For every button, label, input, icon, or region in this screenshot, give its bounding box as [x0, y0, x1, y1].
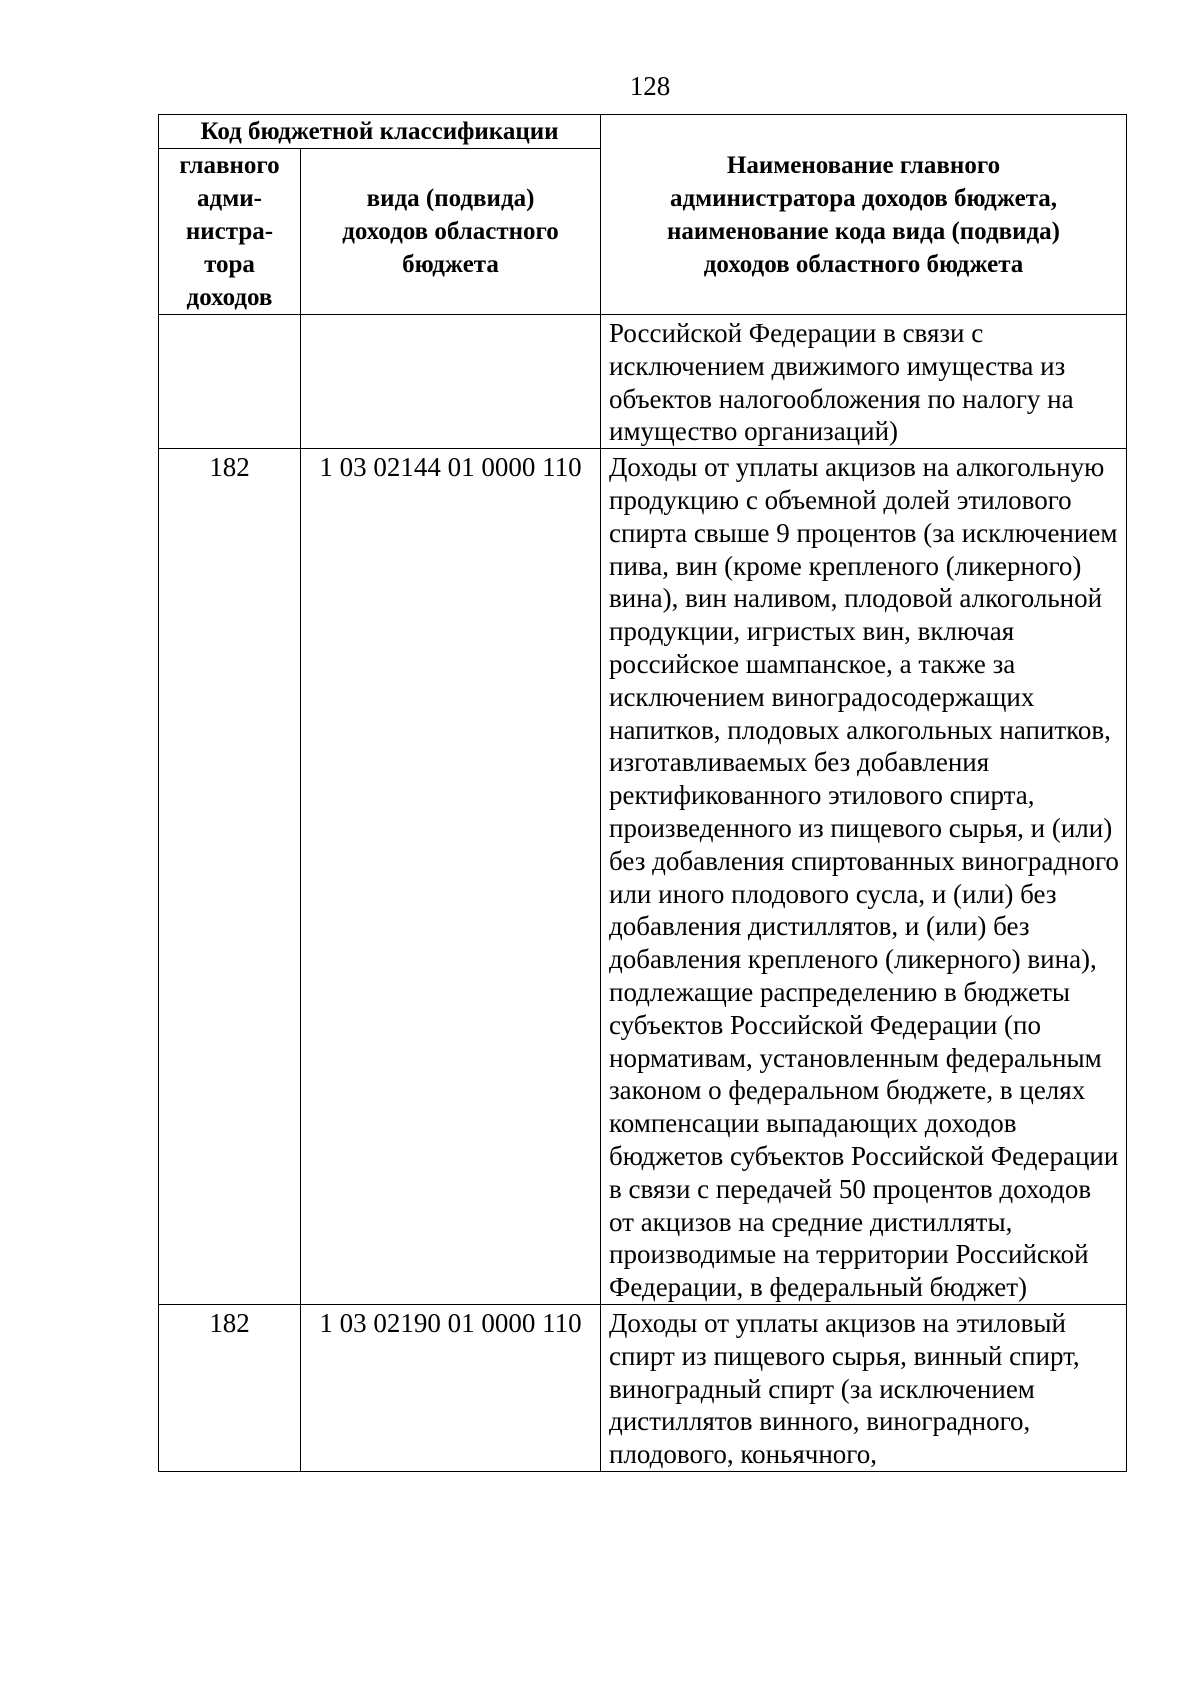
- description-cell: Доходы от уплаты акцизов на алкогольную продукцию с объемной долей этилового спирта свыше 9 процентов (за исключением пива, вин (кроме крепленого (ликерного) вина), вин наливом, плодовой алкогольной продукции, игристых вин, включая российское шампанское, а также за исключением виноградосодержащих напитков, плодовых алкогольных напитков, изготавливаемых без добавления ректификованного этилового спирта, произведенного из пищевого сырья, и (или) без добавления спиртованных виноградного или иного плодового сусла, и (или) без добавления дистиллятов, и (или) без добавления крепленого (ликерного) вина), подлежащие распределению в бюджеты субъектов Российской Федерации (по нормативам, установленным федеральным законом о федеральном бюджете, в целях компенсации выпадающих доходов бюджетов субъектов Российской Федерации в связи с передачей 50 процентов доходов от акцизов на средние дистилляты, производимые на территории Российской Федерации, в федеральный бюджет): [601, 449, 1127, 1305]
- admin-code-cell: 182: [159, 1304, 301, 1471]
- header-type-line: бюджета: [402, 251, 499, 278]
- table-row: [159, 315, 1127, 449]
- type-code-cell: 1 03 02144 01 0000 110: [301, 449, 601, 1305]
- header-type-code: [301, 149, 601, 315]
- header-type-line: вида (подвида): [366, 185, 535, 212]
- header-name: [601, 115, 1127, 315]
- header-name-line: Наименование главного: [726, 151, 1001, 179]
- header-admin-line: адми-: [197, 185, 262, 212]
- header-row-1: [159, 115, 1127, 149]
- header-admin-line: нистра-: [185, 218, 274, 245]
- header-type-line: доходов областного: [342, 218, 559, 245]
- header-admin-line: главного: [179, 152, 280, 179]
- header-admin-code: [159, 149, 301, 315]
- table-row: [159, 1304, 1127, 1471]
- header-admin-line: тора: [204, 251, 255, 278]
- header-name-line: доходов областного бюджета: [703, 250, 1024, 278]
- type-code-cell: 1 03 02190 01 0000 110: [301, 1304, 601, 1471]
- table-row: [159, 449, 1127, 1305]
- admin-code-cell: 182: [159, 449, 301, 1305]
- description-cell: Российской Федерации в связи с исключением движимого имущества из объектов налогообложения по налогу на имущество организаций): [601, 315, 1127, 449]
- header-admin-line: доходов: [186, 284, 273, 311]
- admin-code-cell: [159, 315, 301, 449]
- header-code-group: Код бюджетной классификации: [159, 115, 601, 149]
- budget-classification-table: [158, 114, 1127, 1472]
- description-cell: Доходы от уплаты акцизов на этиловый спирт из пищевого сырья, винный спирт, виноградный спирт (за исключением дистиллятов винного, виноградного, плодового, коньячного,: [601, 1304, 1127, 1471]
- header-name-line: администратора доходов бюджета,: [669, 184, 1058, 212]
- type-code-cell: [301, 315, 601, 449]
- page-number: 128: [629, 71, 671, 101]
- header-name-line: наименование кода вида (подвида): [667, 217, 1060, 245]
